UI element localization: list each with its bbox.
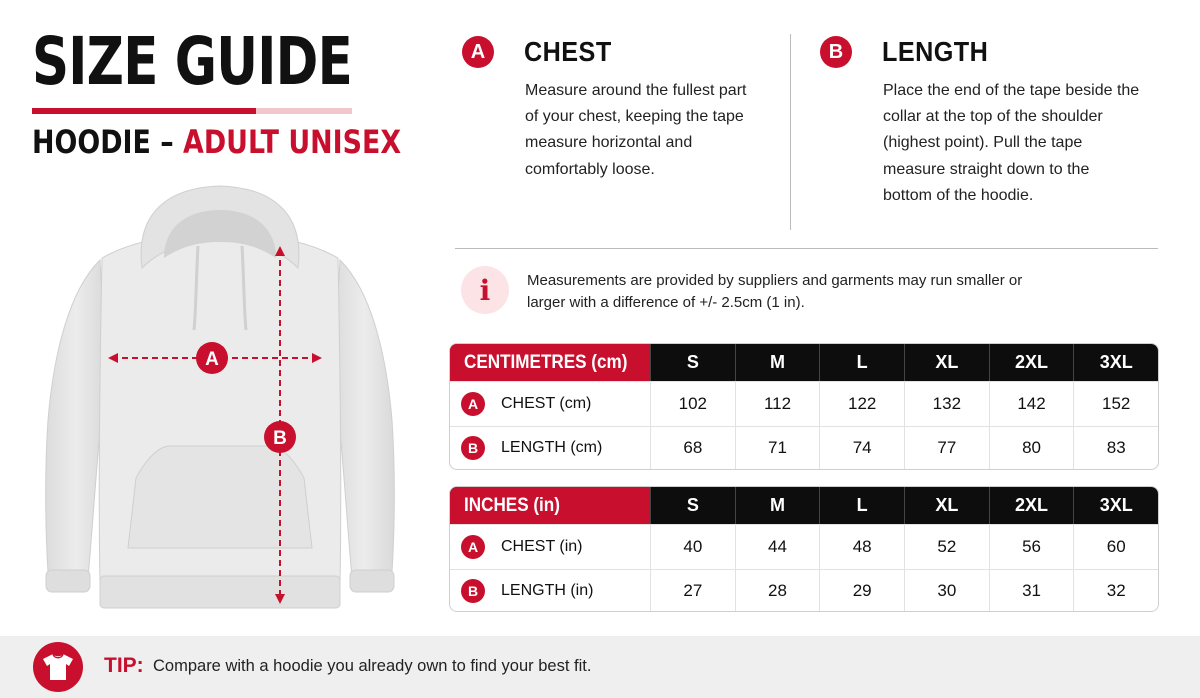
table-cell: 29 — [819, 570, 904, 613]
table-cell: 102 — [650, 382, 735, 426]
table-cell: 122 — [819, 382, 904, 426]
chest-badge: A — [462, 36, 494, 68]
table-row — [450, 569, 1158, 613]
tip-bar — [0, 636, 1200, 698]
table-row — [450, 524, 1158, 569]
size-header-s: S — [650, 487, 735, 524]
subtitle-product: HOODIE – — [32, 123, 184, 161]
table-cell: 30 — [904, 570, 989, 613]
table-cell: 142 — [989, 382, 1074, 426]
chest-description: Measure around the fullest part of your chest, keeping the tape measure horizontal and comfortably loose. — [525, 82, 747, 178]
size-header-s: S — [650, 344, 735, 381]
table-row — [450, 381, 1158, 426]
table-cell: 112 — [735, 382, 820, 426]
size-header-3xl: 3XL — [1073, 344, 1158, 381]
chest-title: CHEST — [524, 36, 612, 67]
size-table-centimetres — [449, 343, 1159, 470]
table-header — [450, 487, 1158, 524]
section-divider-horizontal — [455, 248, 1158, 249]
table-row — [450, 426, 1158, 471]
table-cell: 52 — [904, 525, 989, 569]
table-cell: 74 — [819, 427, 904, 471]
subtitle-category: ADULT UNISEX — [183, 123, 402, 161]
size-header-xl: XL — [904, 344, 989, 381]
row-label — [450, 382, 650, 426]
size-header-l: L — [819, 487, 904, 524]
table-cell: 27 — [650, 570, 735, 613]
row-badge: A — [461, 535, 485, 559]
table-cell: 83 — [1073, 427, 1158, 471]
section-divider-vertical — [790, 34, 791, 230]
table-cell: 80 — [989, 427, 1074, 471]
table-cell: 71 — [735, 427, 820, 471]
row-badge: B — [461, 579, 485, 603]
title-underline — [32, 108, 352, 114]
row-label-text: CHEST (cm) — [501, 394, 592, 412]
tip-label: TIP: — [104, 654, 144, 677]
diagram-label-b: B — [273, 428, 287, 449]
size-header-l: L — [819, 344, 904, 381]
measurement-note: Measurements are provided by suppliers and garments may run smaller or larger with a difference of +/- 2.5cm (1 in). — [527, 272, 1023, 311]
hoodie-illustration — [40, 180, 400, 620]
row-label-text: CHEST (in) — [501, 537, 583, 555]
t-shirt-icon — [33, 642, 83, 692]
size-header-2xl: 2XL — [989, 487, 1074, 524]
length-measurement — [820, 36, 1140, 209]
table-cell: 44 — [735, 525, 820, 569]
table-cell: 77 — [904, 427, 989, 471]
table-cell: 68 — [650, 427, 735, 471]
size-header-m: M — [735, 344, 820, 381]
diagram-label-a: A — [205, 349, 219, 370]
length-title: LENGTH — [882, 36, 989, 67]
table-header — [450, 344, 1158, 381]
table-cell: 28 — [735, 570, 820, 613]
length-badge: B — [820, 36, 852, 68]
size-header-3xl: 3XL — [1073, 487, 1158, 524]
page-subtitle — [32, 122, 401, 162]
row-label — [450, 427, 650, 471]
length-description: Place the end of the tape beside the collar at the top of the shoulder (highest point). Pull the tape measure straight down to the bottom of the hoodie. — [883, 82, 1140, 204]
row-label — [450, 570, 650, 613]
size-header-2xl: 2XL — [989, 344, 1074, 381]
table-cell: 40 — [650, 525, 735, 569]
size-header-xl: XL — [904, 487, 989, 524]
table-cell: 56 — [989, 525, 1074, 569]
table-cell: 132 — [904, 382, 989, 426]
table-cell: 48 — [819, 525, 904, 569]
row-badge: A — [461, 392, 485, 416]
size-table-inches — [449, 486, 1159, 612]
row-label-text: LENGTH (in) — [501, 582, 594, 600]
tip-text: Compare with a hoodie you already own to find your best fit. — [153, 657, 592, 675]
row-badge: B — [461, 436, 485, 460]
size-header-m: M — [735, 487, 820, 524]
row-label — [450, 525, 650, 569]
row-label-text: LENGTH (cm) — [501, 439, 603, 457]
table-cell: 152 — [1073, 382, 1158, 426]
page-title: SIZE GUIDE — [32, 23, 352, 100]
chest-measurement — [462, 36, 762, 183]
info-icon: i — [461, 266, 509, 314]
table-cell: 31 — [989, 570, 1074, 613]
table-cell: 60 — [1073, 525, 1158, 569]
table-cell: 32 — [1073, 570, 1158, 613]
table-unit-header: INCHES (in) — [450, 487, 650, 524]
table-unit-header: CENTIMETRES (cm) — [450, 344, 650, 381]
